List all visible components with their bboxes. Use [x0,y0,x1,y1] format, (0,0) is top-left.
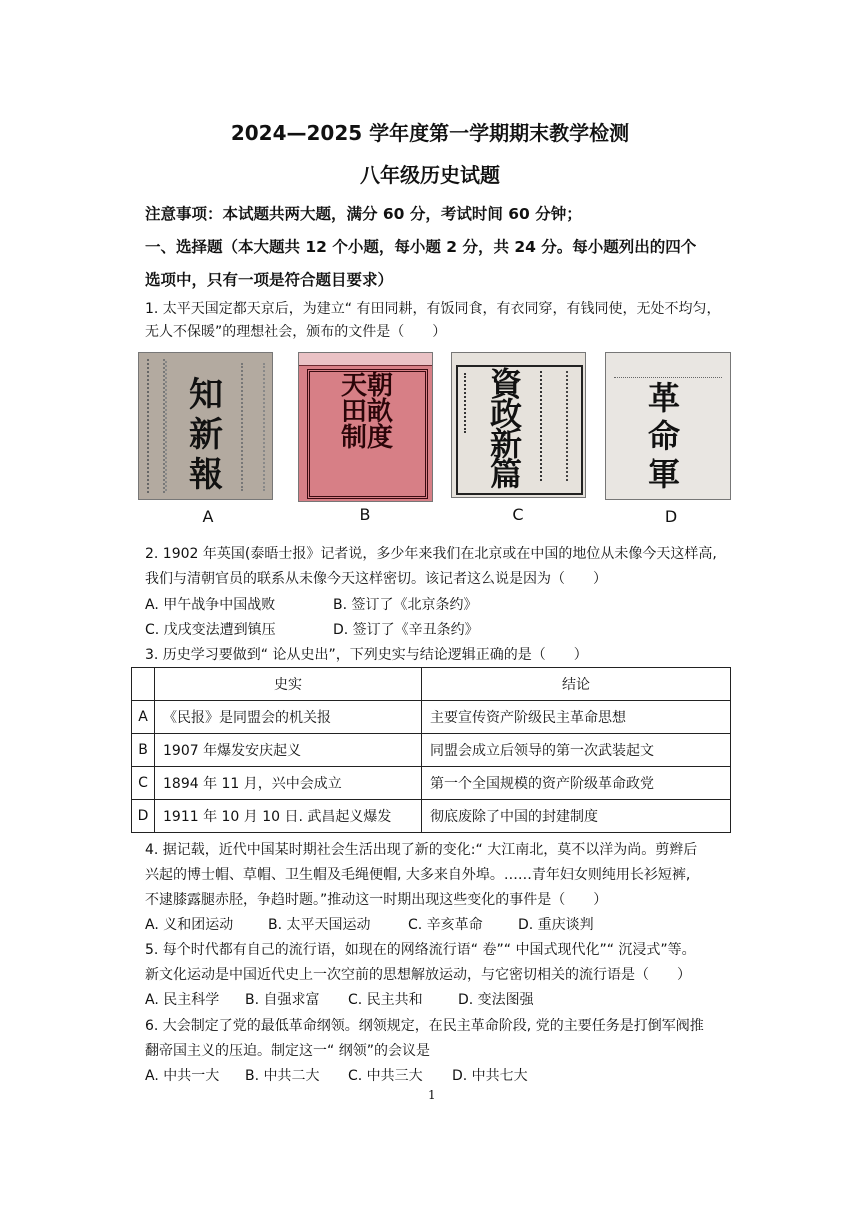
q6-option-b: B. 中共二大 [245,1068,320,1084]
q2-stem-line2: 我们与清朝官员的联系从未像今天这样密切。该记者这么说是因为（ ） [145,571,607,587]
q5-stem-line2: 新文化运动是中国近代史上一次空前的思想解放运动，与它密切相关的流行语是（ ） [145,967,691,983]
table-row [132,767,731,800]
table-cell: 《民报》是同盟会的机关报 [155,701,422,734]
image-c-lettering: 資政新篇 [490,365,523,493]
q3-stem: 3. 历史学习要做到“ 论从史出”，下列史实与结论逻辑正确的是（ ） [145,647,588,663]
q2-option-b: B. 签订了《北京条约》 [333,597,478,613]
image-c-caption: C [512,505,524,524]
q5-option-a: A. 民主科学 [145,992,220,1008]
table-cell: 同盟会成立后领导的第一次武装起文 [422,734,731,767]
q4-stem-line2: 兴起的博士帽、草帽、卫生帽及毛绳便帽, 大多来自外埠。……青年妇女则纯用长衫短裤, [145,867,691,883]
section-heading-line2: 选项中，只有一项是符合题目要求） [145,271,394,289]
image-option-c [451,352,586,498]
notice-text: 注意事项：本试题共两大题，满分 60 分，考试时间 60 分钟； [145,205,582,223]
table-cell: 1911 年 10 月 10 日. 武昌起义爆发 [155,800,422,833]
exam-title: 2024—2025 学年度第一学期期末教学检测 [230,121,630,145]
q6-stem-line1: 6. 大会制定了党的最低革命纲领。纲领规定，在民主革命阶段, 党的主要任务是打倒军阀推 [145,1018,704,1034]
q4-option-b: B. 太平天国运动 [268,917,371,933]
table-header-cell: 史实 [155,668,422,701]
q5-option-d: D. 变法图强 [458,992,534,1008]
q4-option-c: C. 辛亥革命 [408,917,483,933]
image-d-caption: D [664,507,678,526]
q2-option-a: A. 甲午战争中国战败 [145,597,276,613]
table-row [132,701,731,734]
table-cell: C [132,767,155,800]
q6-option-d: D. 中共七大 [452,1068,528,1084]
table-cell: 1894 年 11 月，兴中会成立 [155,767,422,800]
q6-option-c: C. 中共三大 [348,1068,423,1084]
exam-subtitle: 八年级历史试题 [360,163,500,187]
table-cell: B [132,734,155,767]
image-a-lettering: 知新報 [189,375,223,495]
image-b-caption: B [359,505,371,524]
q6-option-a: A. 中共一大 [145,1068,220,1084]
table-header-row [132,668,731,701]
history-table [131,667,731,833]
section-heading-line1: 一、选择题（本大题共 12 个小题，每小题 2 分，共 24 分。每小题列出的四个 [145,238,697,256]
q1-stem-line2: 无人不保暖”的理想社会，颁布的文件是（ ） [145,324,447,340]
table-header-cell: 结论 [422,668,731,701]
image-option-b [298,352,433,502]
q5-option-b: B. 自强求富 [245,992,320,1008]
table-row [132,800,731,833]
table-cell: A [132,701,155,734]
q4-stem-line3: 不逮膝露腿赤胫，争趋时题。”推动这一时期出现这些变化的事件是（ ） [145,892,608,908]
q2-option-c: C. 戊戌变法遭到镇压 [145,622,276,638]
image-option-a [138,352,273,500]
table-cell: 1907 年爆发安庆起义 [155,734,422,767]
image-option-d [605,352,731,500]
q4-stem-line1: 4. 据记载，近代中国某时期社会生活出现了新的变化:“ 大江南北，莫不以洋为尚。剪辫后 [145,842,698,858]
table-cell: 第一个全国规模的资产阶级革命政党 [422,767,731,800]
image-a-caption: A [202,507,214,526]
table-cell: 主要宣传资产阶级民主革命思想 [422,701,731,734]
q4-option-a: A. 义和团运动 [145,917,234,933]
q4-option-d: D. 重庆谈判 [518,917,594,933]
q2-stem-line1: 2. 1902 年英国(泰晤士报》记者说，多少年来我们在北京或在中国的地位从未像今天这样高, [145,546,717,562]
q5-stem-line1: 5. 每个时代都有自己的流行语，如现在的网络流行语“ 卷”“ 中国式现代化”“ 沉浸式”等。 [145,942,696,958]
q5-option-c: C. 民主共和 [348,992,423,1008]
table-cell: 彻底废除了中国的封建制度 [422,800,731,833]
image-d-lettering: 革命軍 [648,379,681,493]
table-row [132,734,731,767]
q2-option-d: D. 签订了《辛丑条约》 [333,622,479,638]
q6-stem-line2: 翻帝国主义的压迫。制定这一“ 纲领”的会议是 [145,1043,430,1059]
table-cell: D [132,800,155,833]
table-header-cell [132,668,155,701]
page-number: 1 [428,1088,436,1102]
image-b-lettering: 天朝田畝制度 [340,371,393,453]
q1-stem-line1: 1. 太平天国定都天京后，为建立“ 有田同耕，有饭同食，有衣同穿，有钱同使，无处不均匀， [145,301,721,317]
